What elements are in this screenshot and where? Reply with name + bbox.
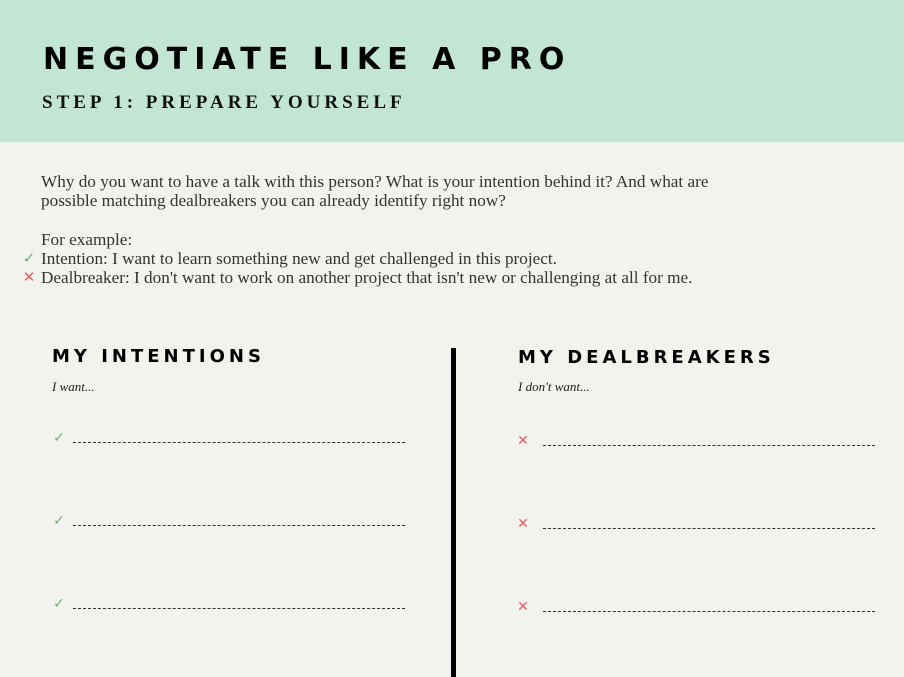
intention-entry-3[interactable] [51, 596, 407, 616]
dealbreaker-entry-3[interactable] [515, 599, 877, 619]
dealbreaker-entry-line [543, 528, 875, 529]
intention-entry-2[interactable] [51, 513, 407, 533]
check-icon: ✓ [53, 430, 65, 446]
check-icon: ✓ [53, 596, 65, 612]
dealbreakers-prompt: I don't want... [518, 379, 590, 394]
page-subtitle: STEP 1: PREPARE YOURSELF [42, 92, 406, 113]
intentions-prompt: I want... [52, 379, 95, 394]
cross-icon: ✕ [517, 516, 529, 532]
page-title: NEGOTIATE LIKE A PRO [43, 42, 572, 77]
example-label: For example: [41, 230, 133, 249]
cross-icon: ✕ [517, 599, 529, 615]
dealbreakers-heading: MY DEALBREAKERS [518, 347, 775, 368]
intro-question-line-1: Why do you want to have a talk with this person? What is your intention behind it? And what are [41, 172, 709, 191]
dealbreaker-entry-line [543, 611, 875, 612]
intention-example-text: Intention: I want to learn something new and get challenged in this project. [41, 249, 557, 268]
header-banner [0, 0, 904, 142]
intention-entry-line [73, 442, 405, 443]
intention-entry-1[interactable] [51, 430, 407, 450]
intention-entry-line [73, 608, 405, 609]
cross-icon: ✕ [517, 433, 529, 449]
column-divider [451, 348, 456, 677]
intention-entry-line [73, 525, 405, 526]
dealbreaker-example [22, 268, 841, 287]
check-icon: ✓ [22, 249, 36, 267]
intention-example [22, 249, 841, 268]
intentions-heading: MY INTENTIONS [52, 346, 265, 367]
intro-question-line-2: possible matching dealbreakers you can already identify right now? [41, 191, 506, 210]
intro-section [22, 172, 841, 287]
dealbreaker-entry-1[interactable] [515, 433, 877, 453]
dealbreaker-example-text: Dealbreaker: I don't want to work on another project that isn't new or challenging at all for me. [41, 268, 693, 287]
check-icon: ✓ [53, 513, 65, 529]
dealbreaker-entry-2[interactable] [515, 516, 877, 536]
dealbreaker-entry-line [543, 445, 875, 446]
cross-icon: ✕ [22, 268, 36, 286]
